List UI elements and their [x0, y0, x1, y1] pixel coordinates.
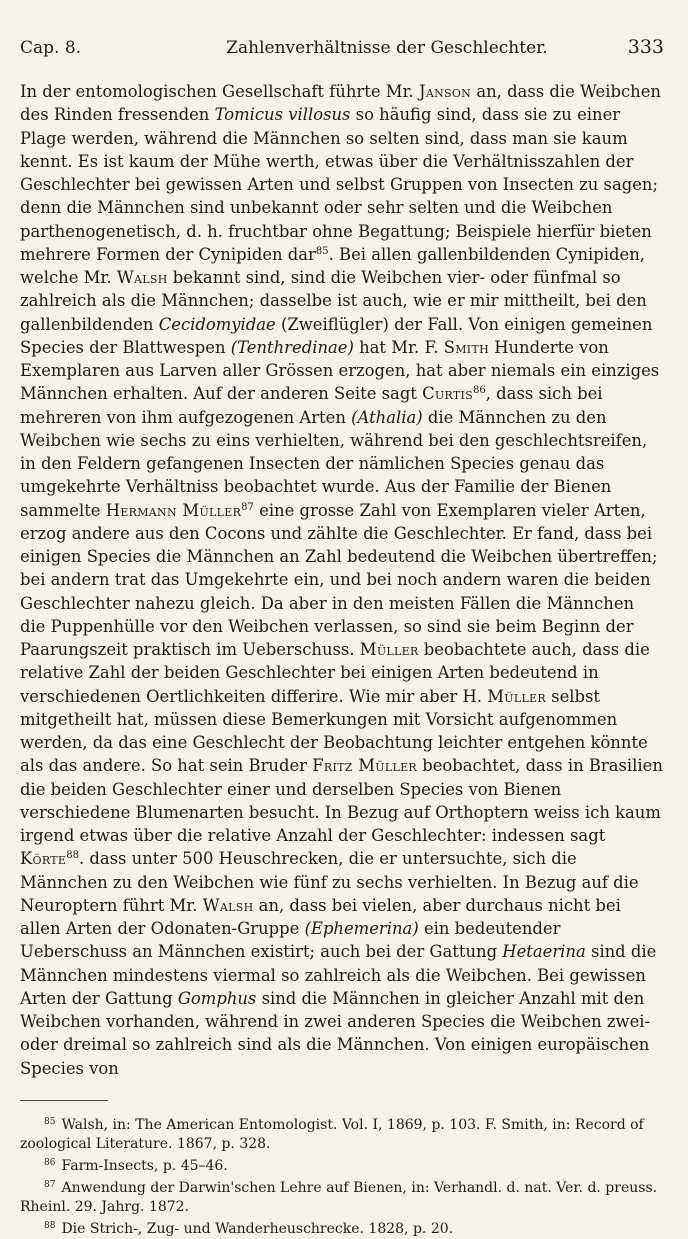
- author-name: Janson: [418, 82, 472, 101]
- text-run: eine grosse Zahl von Exemplaren vieler Arten, erzog andere aus den Cocons und zählte die Geschlechter. Er fand, dass bei einigen Species die Männchen an Zahl bedeutend die Weibchen übertreffen; bei andern trat das Umgekehrte ein, und bei noch andern waren die beiden Geschlechter nahezu gleich. Da aber in den meisten Fällen die Männchen die Puppenhülle vor den Weibchen verlassen, so sind sie beim Beginn der Paarungszeit praktisch im Ueberschuss.: [20, 500, 658, 659]
- body-text: [20, 80, 664, 1080]
- page-number: 333: [627, 36, 664, 58]
- footnote: [20, 1217, 664, 1239]
- footnote-number: 85: [44, 1116, 56, 1127]
- text-run: sind die Männchen mindestens viermal so zahlreich als die Weibchen. Bei gewissen Arten der Gattung: [20, 942, 657, 1008]
- text-run: (Zweiflügler) der Fall. Von einigen gemeinen Species der Blattwespen: [20, 314, 653, 357]
- text-run: an, dass bei vielen, aber durchaus nicht bei allen Arten der Odonaten-Gruppe: [20, 895, 621, 938]
- text-run: beobachtete auch, dass die relative Zahl der beiden Geschlechter bei einigen Arten bedeutend in verschiedenen Oertlichkeiten differire. Wie mir aber H.: [20, 640, 650, 706]
- species-name: (Athalia): [351, 407, 423, 427]
- footnote-number: 87: [44, 1179, 56, 1190]
- running-header: [20, 36, 664, 72]
- author-name: Walsh: [116, 268, 168, 287]
- footnote-text: Walsh, in: The American Entomologist. Vol. I, 1869, p. 103. F. Smith, in: Record of zoological Literature. 1867, p. 328.: [20, 1116, 644, 1152]
- paragraph: [20, 80, 664, 1080]
- text-run: selbst mitgetheilt hat, müssen diese Bemerkungen mit Vorsicht aufgenommen werden, da das eine Geschlecht der Beobachtung leichter entgehen könnte als das andere. So hat sein Bruder: [20, 686, 648, 776]
- footnote-ref: 88: [66, 850, 79, 862]
- footnote: [20, 1154, 664, 1176]
- footnote-text: Anwendung der Darwin'schen Lehre auf Bienen, in: Verhandl. d. nat. Ver. d. preuss. Rheinl. 29. Jahrg. 1872.: [20, 1179, 658, 1215]
- footnote-divider: [20, 1100, 108, 1101]
- author-name: Smith: [443, 337, 489, 357]
- footnote: [20, 1176, 664, 1217]
- text-run: ein bedeutender Ueberschuss an Männchen existirt; auch bei der Gattung: [20, 919, 561, 962]
- text-run: . dass unter 500 Heuschrecken, die er untersuchte, sich die Männchen zu den Weibchen wie fünf zu sechs verhielten. In Bezug auf die Neuroptern führt Mr.: [20, 849, 639, 915]
- species-name: Tomicus villosus: [214, 105, 351, 125]
- species-name: Cecidomyidae: [158, 314, 276, 334]
- footnote: [20, 1113, 664, 1154]
- footnote-ref: 86: [473, 385, 486, 397]
- species-name: (Ephemerina): [304, 919, 419, 938]
- author-name: Fritz Müller: [312, 756, 417, 776]
- text-run: In der entomologischen Gesellschaft führte Mr.: [20, 82, 419, 101]
- running-title: Zahlenverhältnisse der Geschlechter.: [226, 38, 548, 58]
- text-run: an, dass die Weibchen des Rinden fressenden: [20, 82, 661, 125]
- footnote-ref: 87: [241, 501, 254, 513]
- species-name: Hetaerina: [502, 942, 586, 962]
- footnote-ref: 85: [315, 245, 329, 257]
- footnote-number: 86: [44, 1157, 56, 1168]
- author-name: Walsh: [202, 895, 254, 915]
- chapter-label: Cap. 8.: [20, 38, 82, 58]
- author-name: Müller: [359, 640, 419, 659]
- author-name: Hermann Müller: [105, 500, 242, 520]
- author-name: Müller: [487, 686, 546, 706]
- text-run: beobachtet, dass in Brasilien die beiden Geschlechter einer und derselben Species von Bienen verschiedene Blumenarten besucht. In Bezug auf Orthoptern weiss ich kaum irgend etwas über die relative Anzahl der Geschlechter: indessen sagt: [20, 756, 663, 845]
- species-name: (Tenthredinae): [230, 337, 354, 357]
- text-run: sind die Männchen in gleicher Anzahl mit den Weibchen vorhanden, während in zwei anderen Species die Weibchen zwei- oder dreimal so zahlreich sind als die Männchen. Von einigen europäischen Species von: [20, 988, 651, 1078]
- text-run: . Bei allen gallenbildenden Cynipiden, welche Mr.: [20, 244, 645, 287]
- footnote-text: Farm-Insects, p. 45–46.: [61, 1157, 228, 1174]
- author-name: Curtis: [422, 384, 474, 404]
- species-name: Gomphus: [177, 988, 257, 1008]
- footnote-text: Die Strich-, Zug- und Wanderheuschrecke. 1828, p. 20.: [61, 1220, 454, 1237]
- text-run: so häufig sind, dass sie zu einer Plage werden, während die Männchen so selten sind, dass man sie kaum kennt. Es ist kaum der Mühe werth, etwas über die Verhältnisszahlen der Geschlechter bei gewissen Arten und selbst Gruppen von Insecten zu sagen; denn die Männchen sind unbekannt oder sehr selten und die Weibchen parthenogenetisch, d. h. fruchtbar ohne Begattung; Beispiele hierfür bieten mehrere Formen der Cynipiden dar: [20, 105, 659, 264]
- text-run: die Männchen zu den Weibchen wie sechs zu eins verhielten, während bei den geschlechtsreifen, in den Feldern gefangenen Insecten der nämlichen Species genau das umgekehrte Verhältniss beobachtet wurde. Aus der Familie der Bienen sammelte: [20, 407, 648, 520]
- text-run: Hunderte von Exemplaren aus Larven aller Grössen erzogen, hat aber niemals ein einziges Männchen erhalten. Auf der anderen Seite sagt: [20, 337, 660, 404]
- footnotes: [20, 1113, 664, 1239]
- text-run: , dass sich bei mehreren von ihm aufgezogenen Arten: [20, 384, 603, 427]
- author-name: Körte: [20, 849, 67, 869]
- footnote-number: 88: [44, 1220, 56, 1231]
- text-run: bekannt sind, sind die Weibchen vier- oder fünfmal so zahlreich als die Männchen; dasselbe ist auch, wie er mir mittheilt, bei den gallenbildenden: [20, 268, 647, 334]
- text-run: hat Mr. F.: [353, 337, 444, 357]
